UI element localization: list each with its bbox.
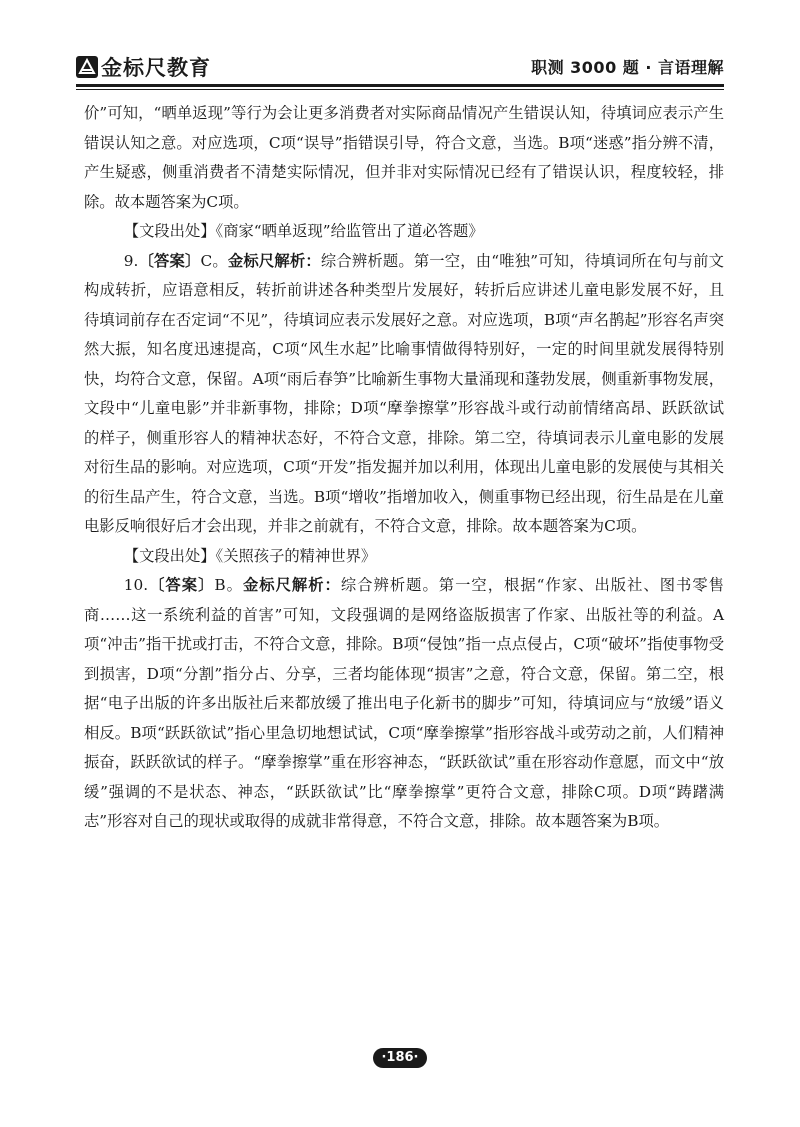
q10-number: 10. bbox=[123, 576, 149, 594]
q9-number: 9. bbox=[123, 251, 139, 270]
q10-answer: B。 bbox=[214, 576, 243, 594]
q10-analysis-text: 综合辨析题。第一空，根据“作家、出版社、图书零售商……这一系统利益的首害”可知，文段强调的是网络盗版损害了作家、出版社等的利益。A项“冲击”指干扰或打击，不符合文意，排除。B项“侵蚀”指一点点侵占，C项“破坏”指使事物受到损害，D项“分割”指分占、分享，三者均能体现“损害”之意，符合文意，保留。第二空，根据“电子出版的许多出版社后来都放缓了推出电子化新书的脚步”可知，待填词应与“放缓”语义相反。B项“跃跃欲试”指心里急切地想试试，C项“摩拳擦掌”指形容战斗或劳动之前，人们精神振奋，跃跃欲试的样子。“摩拳擦掌”重在形容神态，“跃跃欲试”重在形容动作意愿，而文中“放缓”强调的不是状态、神态，“跃跃欲试”比“摩拳擦掌”更符合文意，排除C项。D项“踌躇满志”形容对自己的现状或取得的成就非常得意，不符合文意，排除。故本题答案为B项。 bbox=[84, 576, 724, 830]
source-citation-1: 【文段出处】《商家“晒单返现”给监管出了道必答题》 bbox=[123, 222, 484, 240]
header-rule-thin bbox=[76, 89, 724, 90]
logo-emblem-icon bbox=[76, 56, 98, 78]
question-9 bbox=[84, 247, 724, 542]
continued-paragraph: 价”可知，“晒单返现”等行为会让更多消费者对实际商品情况产生错误认知，待填词应表示产生错误认知之意。对应选项，C项“误导”指错误引导，符合文意，当选。B项“迷惑”指分辨不清，产生疑惑，侧重消费者不清楚实际情况，但并非对实际情况已经有了错误认识，程度较轻，排除。故本题答案为C项。 bbox=[84, 104, 724, 211]
q9-analysis-text: 综合辨析题。第一空，由“唯独”可知，待填词所在句与前文构成转折，应语意相反，转折前讲述各种类型片发展好，转折后应讲述儿童电影发展不好，且待填词前存在否定词“不见”，待填词应表示发展好之意。对应选项，B项“声名鹊起”形容名声突然大振，知名度迅速提高，C项“风生水起”比喻事情做得特别好，一定的时间里就发展得特别快，均符合文意，保留。A项“雨后春笋”比喻新生事物大量涌现和蓬勃发展，侧重新事物发展，文段中“儿童电影”并非新事物，排除；D项“摩拳擦掌”形容战斗或行动前情绪高昂、跃跃欲试的样子，侧重形容人的精神状态好，不符合文意，排除。第二空，待填词表示儿童电影的发展对衍生品的影响。对应选项，C项“开发”指发掘并加以利用，体现出儿童电影的发展使与其相关的衍生品产生，符合文意，当选。B项“增收”指增加收入，侧重事物已经出现，衍生品是在儿童电影反响很好后才会出现，并非之前就有，不符合文意，排除。故本题答案为C项。 bbox=[84, 251, 724, 535]
book-title: 职测 3000 题 · 言语理解 bbox=[531, 58, 724, 77]
q10-analysis-label: 金标尺解析： bbox=[242, 576, 341, 594]
q10-answer-label: 〔答案〕 bbox=[148, 576, 215, 594]
page-header bbox=[76, 46, 724, 82]
header-rule-thick bbox=[76, 84, 724, 87]
q9-analysis-label: 金标尺解析： bbox=[227, 251, 321, 270]
source-citation-2: 【文段出处】《关照孩子的精神世界》 bbox=[123, 546, 377, 565]
main-content bbox=[84, 99, 724, 837]
page-number: ·186· bbox=[373, 1048, 427, 1068]
q9-answer-label: 〔答案〕 bbox=[138, 251, 201, 270]
brand-logo bbox=[76, 52, 211, 82]
logo-text: 金标尺教育 bbox=[101, 56, 211, 80]
q9-answer: C。 bbox=[200, 251, 228, 270]
question-10 bbox=[84, 571, 724, 837]
